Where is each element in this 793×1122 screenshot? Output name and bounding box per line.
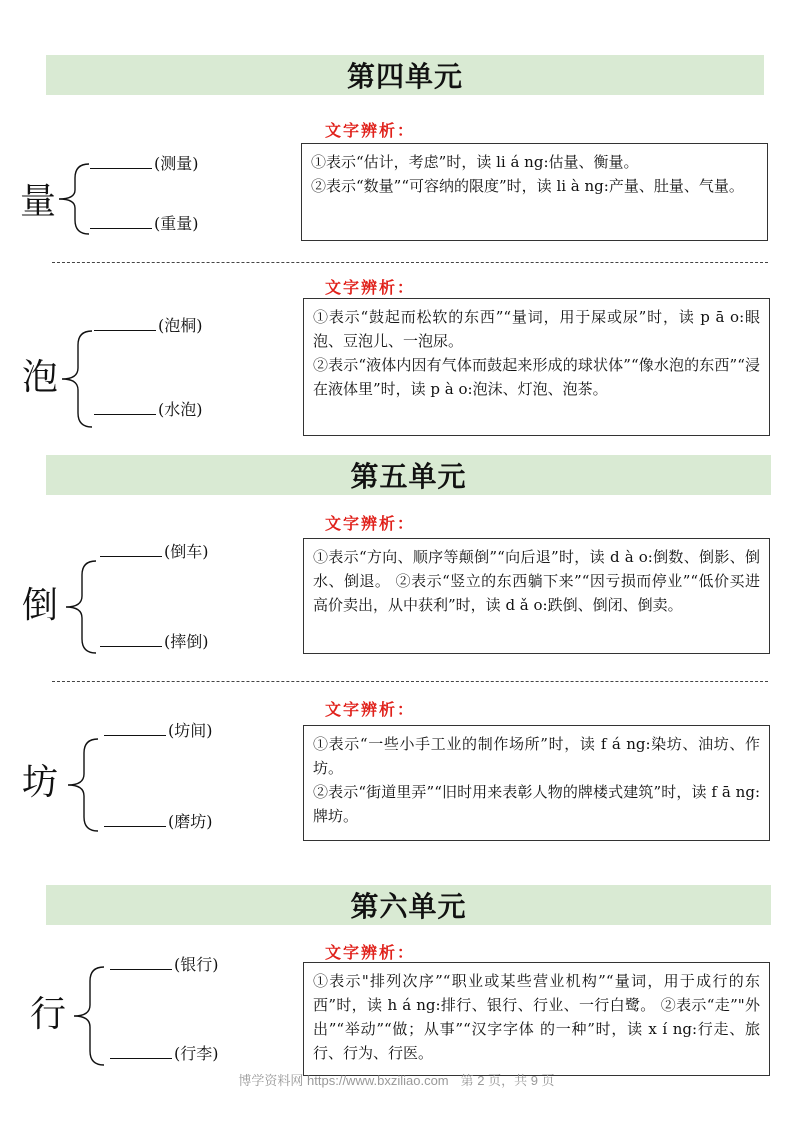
analysis-line: ①表示“方向、顺序等颠倒”“向后退”时，读 d à o:倒数、倒影、倒水、倒退。 ②表示“竖立的东西躺下来”“因亏损而停业”“低价买进高价卖出，从中获利”时，读 d ǎ o:跌倒、倒闭、倒卖。 [313,548,760,614]
dashed-divider [52,681,768,682]
unit-title: 第五单元 [350,460,467,493]
example-word: (水泡) [158,400,203,419]
analysis-line: ①表示"排列次序”“职业或某些营业机构”“量词，用于成行的东西”时，读 h á ng:排行、银行、行业、一行白鹭。 ②表示“走”"外出”“举动”“做；从事”“汉字字体 的一种”时，读 x í ng:行走、旅行、行为、行医。 [313,972,760,1062]
analysis-label: 文字辨析： [325,514,416,533]
example-word: (测量) [154,154,199,173]
entry-character: 倒 [21,585,58,626]
analysis-label: 文字辨析： [325,278,416,297]
analysis-box [303,962,770,1076]
unit-title: 第四单元 [346,60,463,93]
answer-blank[interactable] [94,316,156,331]
entry-character: 行 [29,994,66,1035]
watermark-text: 博学资料网 https://www.bxziliao.com [238,1073,449,1088]
example-word: (磨坊) [168,812,213,831]
brace-bracket [64,734,104,836]
example-word: (摔倒) [164,632,209,651]
reading-blank-1[interactable] [94,316,203,336]
reading-blank-2[interactable] [100,632,209,652]
example-word: (银行) [174,955,219,974]
reading-blank-2[interactable] [94,400,203,420]
analysis-line: ①表示“一些小手工业的制作场所”时，读 f á ng:染坊、油坊、作坊。 [313,735,760,777]
unit-title: 第六单元 [350,890,467,923]
example-word: (重量) [154,214,199,233]
dashed-divider [52,262,768,263]
brace-bracket [70,962,110,1070]
analysis-label: 文字辨析： [325,700,416,719]
page-number: 第 2 页，共 9 页 [460,1073,555,1088]
entry-character: 坊 [21,762,58,803]
brace-bracket [62,556,102,658]
reading-blank-2[interactable] [104,812,213,832]
analysis-line: ②表示“液体内因有气体而鼓起来形成的球状体”“像水泡的东西”“浸在液体里”时，读 p à o:泡沫、灯泡、泡茶。 [313,356,760,398]
answer-blank[interactable] [104,721,166,736]
answer-blank[interactable] [90,154,152,169]
unit-header-6 [46,885,771,925]
example-word: (倒车) [164,542,209,561]
reading-blank-2[interactable] [110,1044,219,1064]
analysis-line: ①表示“估计，考虑”时，读 li á ng:估量、衡量。 [311,153,639,171]
example-word: (泡桐) [158,316,203,335]
brace-bracket [55,158,95,240]
reading-blank-1[interactable] [90,154,199,174]
answer-blank[interactable] [100,542,162,557]
analysis-box [303,538,770,654]
analysis-line: ①表示“鼓起而松软的东西”“量词，用于屎或尿”时，读 p ā o:眼泡、豆泡儿、一泡尿。 [313,308,760,350]
reading-blank-2[interactable] [90,214,199,234]
unit-header-4 [46,55,764,95]
analysis-box [303,298,770,436]
answer-blank[interactable] [110,1044,172,1059]
reading-blank-1[interactable] [110,955,219,975]
brace-bracket [58,326,98,432]
analysis-label: 文字辨析： [325,121,416,140]
analysis-box [301,143,768,241]
analysis-line: ②表示“街道里弄”“旧时用来表彰人物的牌楼式建筑”时，读 f ā ng:牌坊。 [313,783,760,825]
example-word: (坊间) [168,721,213,740]
answer-blank[interactable] [90,214,152,229]
unit-header-5 [46,455,771,495]
page-footer [0,1070,793,1089]
answer-blank[interactable] [110,955,172,970]
analysis-label: 文字辨析： [325,943,416,962]
analysis-box [303,725,770,841]
answer-blank[interactable] [94,400,156,415]
reading-blank-1[interactable] [104,721,213,741]
reading-blank-1[interactable] [100,542,209,562]
entry-character: 量 [19,181,56,222]
analysis-line: ②表示“数量”“可容纳的限度”时，读 li à ng:产量、肚量、气量。 [311,177,744,195]
answer-blank[interactable] [104,812,166,827]
answer-blank[interactable] [100,632,162,647]
example-word: (行李) [174,1044,219,1063]
entry-character: 泡 [21,357,58,398]
